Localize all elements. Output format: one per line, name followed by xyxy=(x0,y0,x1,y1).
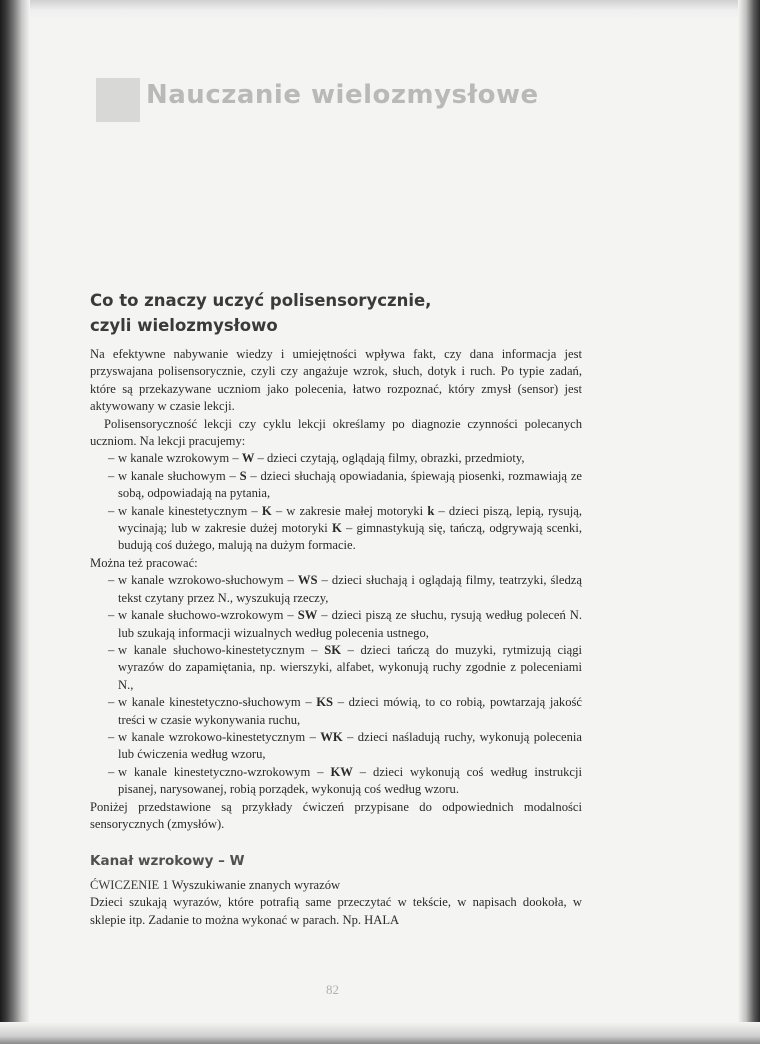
scan-edge-right xyxy=(738,0,760,1044)
body-text xyxy=(90,346,582,929)
subsection-heading: Kanał wzrokowy – W xyxy=(90,853,245,870)
section-title xyxy=(90,288,590,338)
scan-edge-left xyxy=(0,0,30,1044)
chapter-marker xyxy=(96,78,140,122)
list-item: – w kanale kinestetycznym – K – w zakresie małej motoryki k – dzieci piszą, lepią, rysują, wycinają; lub w zakresie dużej motoryki K – gimnastykują się, tańczą, odgrywają scenki, budują coś dużego, malują na dużym formacie. xyxy=(108,503,582,553)
channel-list xyxy=(90,450,582,554)
also-label: Można też pracować: xyxy=(90,555,198,570)
intro-paragraph-1: Na efektywne nabywanie wiedzy i umiejętności wpływa fakt, czy dana informacja jest przyswajana polisensorycznie, czyli czy angażuje wzrok, słuch, dotyk i ruch. Po typie zadań, które są przekazywane uczniom jako polecenia, łatwo rozpoznać, który zmysł (sensor) jest aktywowany w czasie lekcji. xyxy=(90,347,582,414)
list-item: – w kanale kinestetyczno-słuchowym – KS – dzieci mówią, to co robią, powtarzają jakość treści w czasie wykonywania ruchu, xyxy=(108,695,582,727)
scan-edge-bottom xyxy=(0,1022,760,1044)
section-title-line2: czyli wielozmysłowo xyxy=(90,316,278,335)
list-item: – w kanale wzrokowym – W – dzieci czytają, oglądają filmy, obrazki, przedmioty, xyxy=(108,451,525,466)
exercise-label: ĆWICZENIE 1 xyxy=(90,877,169,892)
exercise-heading xyxy=(90,877,582,894)
section-title-line1: Co to znaczy uczyć polisensorycznie, xyxy=(90,291,432,310)
page-number: 82 xyxy=(326,982,339,997)
list-item: – w kanale wzrokowo-słuchowym – WS – dzieci słuchają i oglądają filmy, teatrzyki, śledzą tekst czytany przez N., wyszukują rzeczy, xyxy=(108,573,582,605)
exercise-text: Dzieci szukają wyrazów, które potrafią same przeczytać w tekście, w napisach dookoła, w sklepie itp. Zadanie to można wykonać w parach. Np. HALA xyxy=(90,895,582,927)
combined-channel-list xyxy=(90,572,582,798)
intro-paragraph-2: Polisensoryczność lekcji czy cyklu lekcji określamy po diagnozie czynności polecanych uczniom. Na lekcji pracujemy: xyxy=(90,416,582,449)
summary-paragraph: Poniżej przedstawione są przykłady ćwiczeń przypisane do odpowiednich modalności sensorycznych (zmysłów). xyxy=(90,799,582,831)
list-item: – w kanale słuchowo-wzrokowym – SW – dzieci piszą ze słuchu, rysują według poleceń N. lub szukają informacji wizualnych według polecenia ustnego, xyxy=(108,608,582,640)
list-item: – w kanale słuchowym – S – dzieci słuchają opowiadania, śpiewają piosenki, rozmawiają ze sobą, odpowiadają na pytania, xyxy=(108,468,583,501)
list-item: – w kanale kinestetyczno-wzrokowym – KW – dzieci wykonują coś według instrukcji pisanej, narysowanej, robią porządek, wykonują coś według wzoru. xyxy=(108,764,582,797)
chapter-title: Nauczanie wielozmysłowe xyxy=(146,80,539,110)
scan-edge-top xyxy=(0,0,760,20)
exercise-title: Wyszukiwanie znanych wyrazów xyxy=(171,877,341,892)
list-item: – w kanale wzrokowo-kinestetycznym – WK – dzieci naśladują ruchy, wykonują polecenia lub ćwiczenia według wzoru, xyxy=(108,729,582,762)
list-item: – w kanale słuchowo-kinestetycznym – SK – dzieci tańczą do muzyki, rytmizują ciągi wyrazów do zapamiętania, np. wierszyki, alfabet, wykonują ruchy zgodnie z poleceniami N., xyxy=(108,642,582,692)
